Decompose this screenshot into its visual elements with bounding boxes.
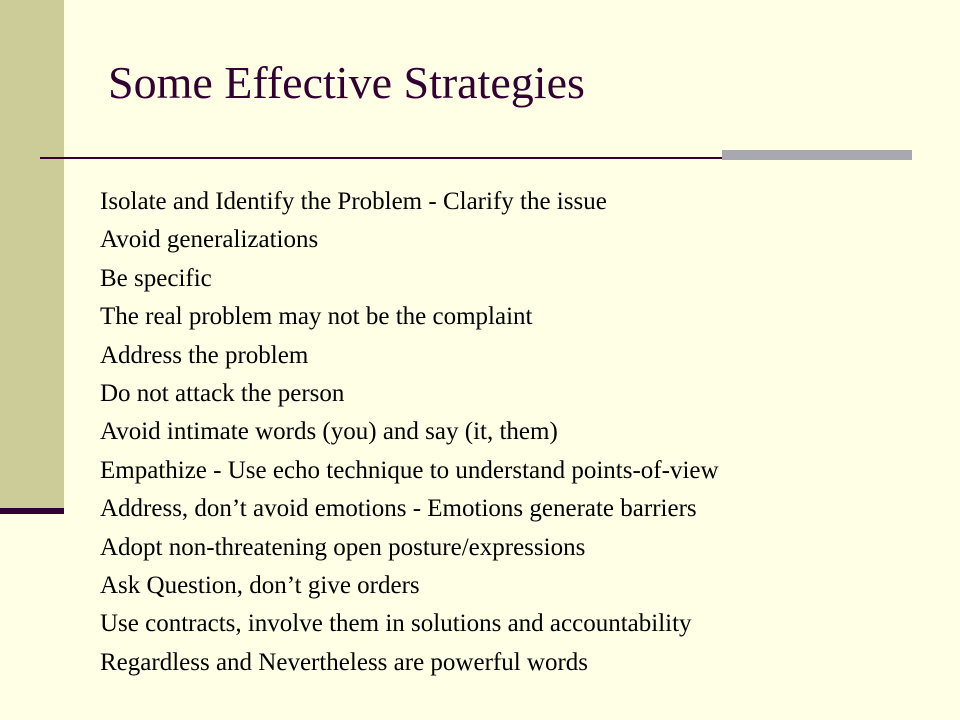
left-decorative-band — [0, 0, 64, 508]
bullet-item: The real problem may not be the complaint — [100, 303, 533, 331]
bullet-item: Isolate and Identify the Problem - Clarify the issue — [100, 188, 607, 215]
slide-title: Some Effective Strategies — [108, 57, 585, 108]
bullet-item: Do not attack the person — [100, 380, 345, 408]
bullet-item: Use contracts, involve them in solutions and accountability — [100, 610, 692, 638]
bullet-item: Regardless and Nevertheless are powerful words — [100, 648, 589, 676]
bullet-item: Avoid generalizations — [100, 226, 319, 254]
bullet-item: Ask Question, don’t give orders — [100, 572, 420, 600]
bullet-item: Be specific — [100, 264, 212, 292]
bullet-item: Address the problem — [100, 341, 309, 369]
left-accent-bar — [0, 508, 64, 514]
bullet-item: Adopt non-threatening open posture/expressions — [100, 533, 586, 561]
title-underline-accent — [722, 150, 912, 160]
bullet-list — [100, 183, 719, 682]
bullet-item: Avoid intimate words (you) and say (it, them) — [100, 418, 558, 446]
bullet-item: Empathize - Use echo technique to understand points-of-view — [100, 456, 719, 484]
bullet-item: Address, don’t avoid emotions - Emotions generate barriers — [100, 495, 697, 523]
